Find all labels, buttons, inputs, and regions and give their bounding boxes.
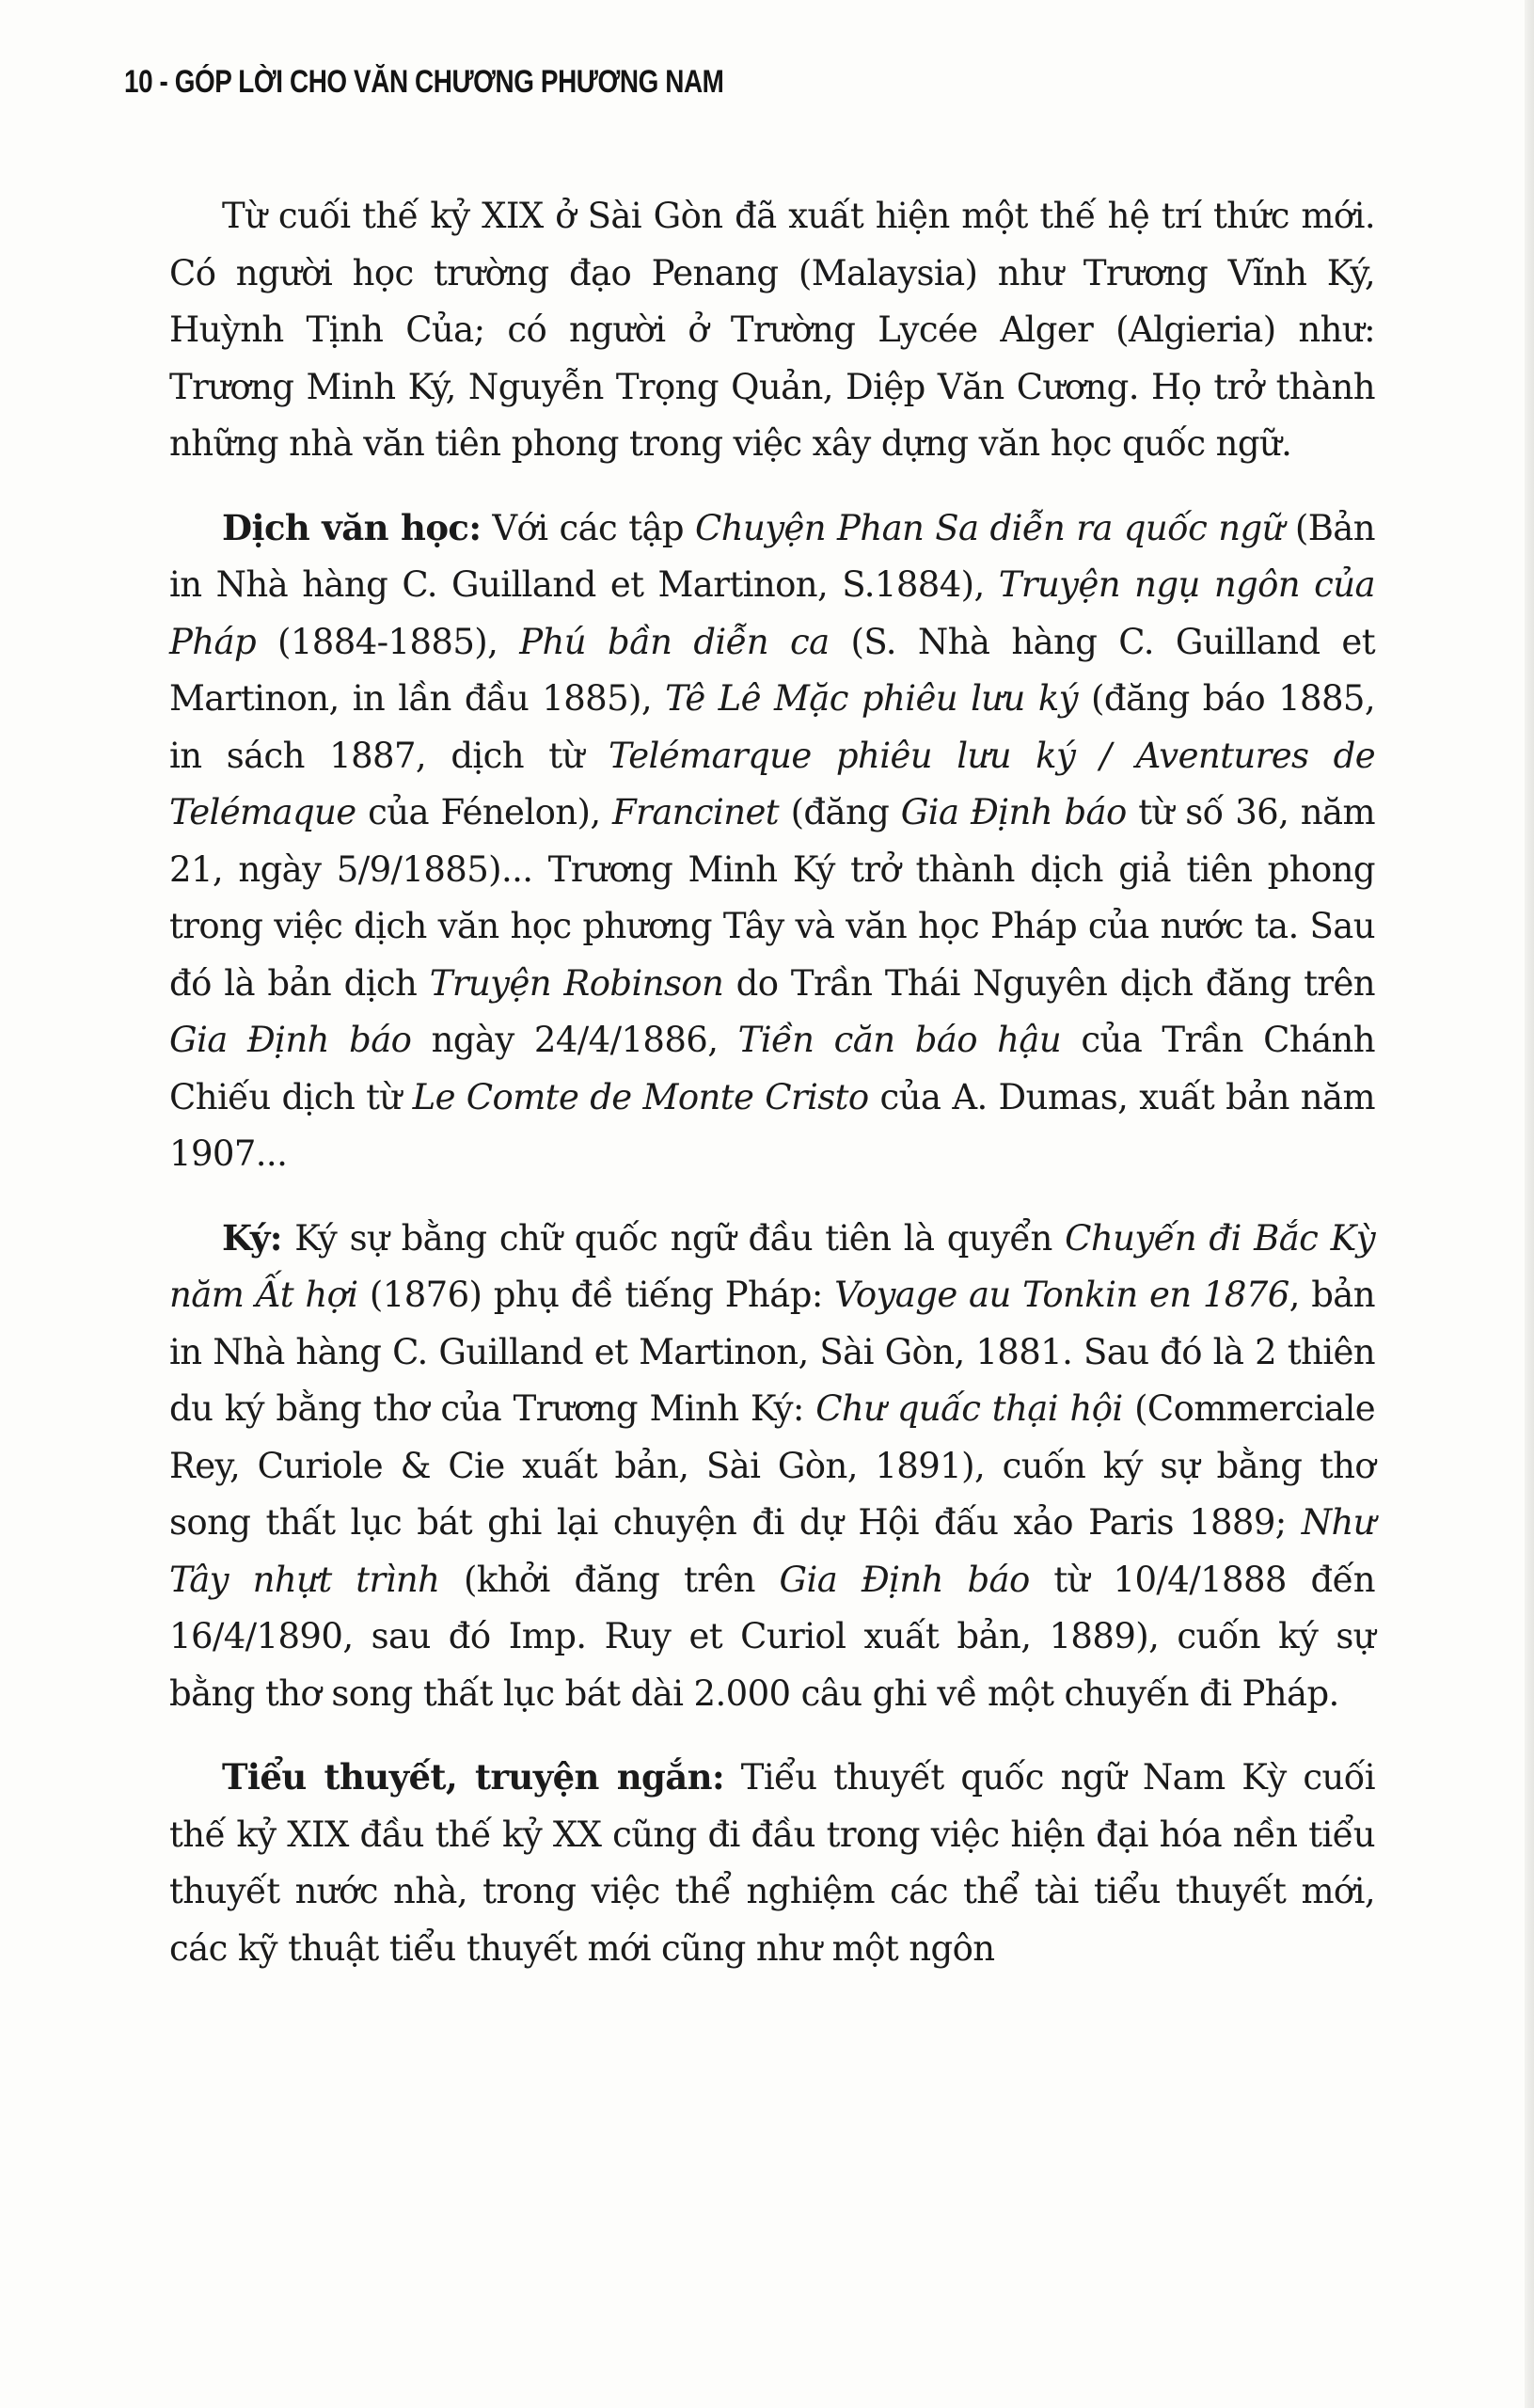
work-title: Tiền căn báo hậu [737,1020,1062,1060]
text-run: Với các tập [481,507,696,548]
work-title: Voyage au Tonkin en 1876 [834,1275,1289,1315]
work-title: Chuyện Phan Sa diễn ra quốc ngữ [695,507,1284,548]
text-run: Tiểu thuyết quốc ngữ Nam Kỳ cuối thế kỷ XIX đầu thế kỷ XX cũng đi đầu trong việc hiện đại hóa nền tiểu thuyết nước nhà, trong việc thể nghiệm các thể tài tiểu thuyết mới, các kỹ thuật tiểu thuyết mới cũng như một ngôn [169,1757,1375,1969]
work-title: Gia Định báo [169,1020,412,1060]
text-run: (1884-1885), [256,621,520,662]
work-title: Telémarque phiêu lưu ký / Aventures de Telémaque [169,735,1376,832]
text-run: (S. Nhà hàng C. Guilland et Martinon, in lần đầu 1885), [169,621,1375,719]
paragraph-travel-writing [169,1210,1375,1723]
text-run: Ký sự bằng chữ quốc ngữ đầu tiên là quyển [281,1217,1066,1259]
work-title: Chuyến đi Bắc Kỳ năm Ất hợi [169,1217,1375,1315]
text-run: của Trần Chánh Chiếu dịch từ [169,1020,1375,1117]
work-title: Le Comte de Monte Cristo [412,1076,869,1117]
paragraph-intro [169,188,1375,473]
text-run: (đăng báo 1885, in sách 1887, dịch từ [169,678,1375,776]
text-run: , bản in Nhà hàng C. Guilland et Martinon, Sài Gòn, 1881. Sau đó là 2 thiên du ký bằng thơ của Trương Minh Ký: [169,1275,1375,1429]
work-title: Francinet [612,792,780,832]
text-run: (Commerciale Rey, Curiole & Cie xuất bản, Sài Gòn, 1891), cuốn ký sự bằng thơ song thất lục bát ghi lại chuyện đi dự Hội đấu xảo Paris 1889; [169,1388,1375,1543]
text-run: (Bản in Nhà hàng C. Guilland et Martinon, S.1884), [169,507,1375,605]
work-title: Truyện ngụ ngôn của Pháp [169,564,1375,662]
paragraph-lead-heading: Ký: [222,1216,282,1259]
text-run: của A. Dumas, xuất bản năm 1907... [169,1076,1375,1174]
paragraph-novels-short-stories [169,1749,1375,1977]
text-run: của Fénelon), [356,792,613,832]
work-title: Gia Định báo [779,1559,1030,1600]
text-run: Từ cuối thế kỷ XIX ở Sài Gòn đã xuất hiện một thế hệ trí thức mới. Có người học trường đạo Penang (Malaysia) như Trương Vĩnh Ký, Huỳnh Tịnh Của; có người ở Trường Lycée Alger (Algieria) như: Trương Minh Ký, Nguyễn Trọng Quản, Diệp Văn Cương. Họ trở thành những nhà văn tiên phong trong việc xây dựng văn học quốc ngữ. [169,196,1375,464]
text-run: (đăng [779,792,901,832]
work-title: Truyện Robinson [429,962,724,1004]
work-title: Tê Lê Mặc phiêu lưu ký [665,678,1078,719]
text-run: từ 10/4/1888 đến 16/4/1890, sau đó Imp. Ruy et Curiol xuất bản, 1889), cuốn ký sự bằng thơ song thất lục bát dài 2.000 câu ghi về một chuyến đi Pháp. [169,1559,1376,1714]
work-title: Như Tây nhựt trình [169,1502,1375,1600]
text-run: do Trần Thái Nguyên dịch đăng trên [723,962,1375,1004]
paragraph-literary-translation [169,499,1375,1183]
page-edge-shadow [1525,0,1534,2408]
text-run: ngày 24/4/1886, [411,1020,738,1060]
work-title: Phú bần diễn ca [519,621,830,662]
text-run: từ số 36, năm 21, ngày 5/9/1885)... Trương Minh Ký trở thành dịch giả tiên phong trong việc dịch văn học phương Tây và văn học Pháp của nước ta. Sau đó là bản dịch [169,792,1375,1004]
work-title: Chư quấc thại hội [815,1388,1123,1429]
body-text [169,188,1375,2004]
text-run: (khởi đăng trên [439,1559,780,1600]
running-head: 10 - GÓP LỜI CHO VĂN CHƯƠNG PHƯƠNG NAM [124,64,724,100]
paragraph-lead-heading: Tiểu thuyết, truyện ngắn: [222,1756,725,1798]
work-title: Gia Định báo [900,792,1127,832]
paragraph-lead-heading: Dịch văn học: [222,506,482,548]
text-run: (1876) phụ đề tiếng Pháp: [357,1275,835,1315]
